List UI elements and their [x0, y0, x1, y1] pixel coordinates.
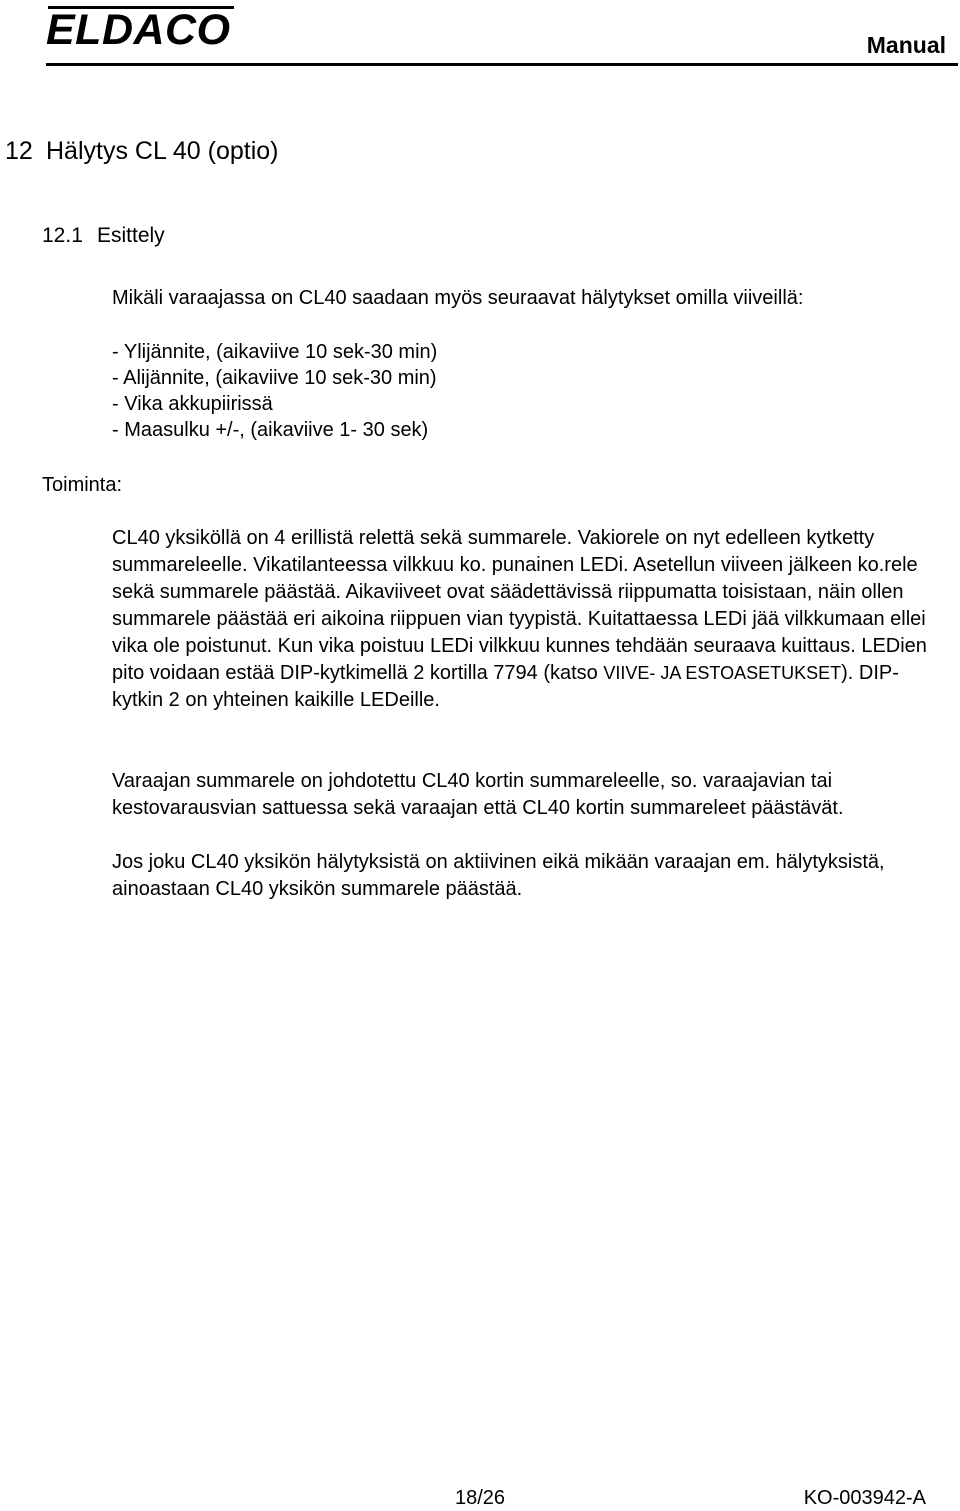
document-type: Manual: [866, 32, 946, 58]
summarele-paragraph: Varaajan summarele on johdotettu CL40 kortin summareleelle, so. varaajavian tai kestovarausvian sattuessa sekä varaajan että CL40 kortin summareleet päästävät.: [112, 770, 844, 819]
alarm-list: [112, 339, 437, 443]
alarm-item: - Alijännite, (aikaviive 10 sek-30 min): [112, 367, 437, 389]
section-number: 12: [5, 137, 33, 165]
intro-paragraph: Mikäli varaajassa on CL40 saadaan myös seuraavat hälytykset omilla viiveillä:: [112, 287, 804, 309]
page-number: 18/26: [455, 1487, 506, 1509]
section-title: Hälytys CL 40 (optio): [46, 137, 279, 165]
alarm-item: - Maasulku +/-, (aikaviive 1- 30 sek): [112, 419, 429, 441]
document-code: KO-003942-A: [803, 1487, 926, 1509]
header-divider: [46, 63, 958, 66]
function-text-end: ). DIP-kytkin 2 on yhteinen kaikille LEDeille.: [112, 662, 899, 711]
logo-text: ELDACO: [46, 6, 231, 54]
alarm-item: - Vika akkupiirissä: [112, 393, 273, 415]
subsection-title: Esittely: [97, 224, 165, 247]
subsection-heading: [42, 223, 165, 249]
function-label: Toiminta:: [42, 474, 123, 496]
section-heading: [5, 136, 279, 166]
alarm-item: - Ylijännite, (aikaviive 10 sek-30 min): [112, 341, 438, 363]
eldaco-logo: [46, 6, 236, 54]
function-paragraph: [112, 525, 942, 714]
function-text: CL40 yksiköllä on 4 erillistä relettä sekä summarele. Vakiorele on nyt edelleen kytketty summareleelle. Vikatilanteessa vilkkuu ko. punainen LEDi. Asetellun viiveen jälkeen ko.rele sekä summarele päästää. Aikaviiveet ovat säädettävissä riippumatta toisistaan, näin ollen summarele päästää eri aikoina riippuen vian tyypistä. Kuitattaessa LEDi jää vilkkumaan ellei vika ole poistunut. Kun vika poistuu LEDi vilkkuu kunnes tehdään seuraava kuittaus. LEDien pito voidaan estää DIP-kytkimellä 2 kortilla 7794 (katso: [112, 527, 927, 684]
cl40-alarm-paragraph: Jos joku CL40 yksikön hälytyksistä on aktiivinen eikä mikään varaajan em. hälytyksistä, ainoastaan CL40 yksikön summarele päästää.: [112, 851, 885, 900]
subsection-number: 12.1: [42, 224, 83, 247]
cross-reference: VIIVE- JA ESTOASETUKSET: [603, 663, 842, 683]
